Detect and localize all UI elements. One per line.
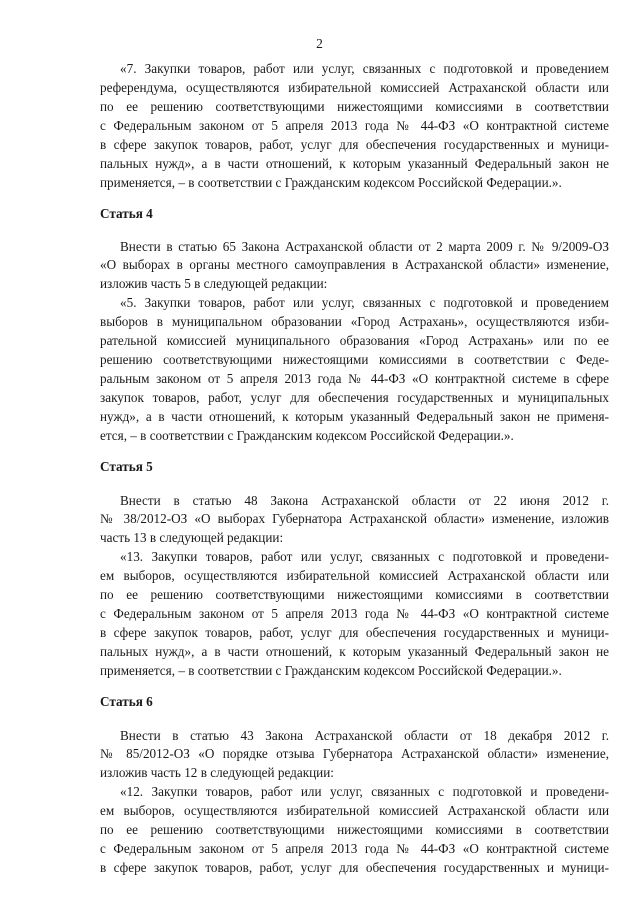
text-line: «12. Закупки товаров, работ или услуг, связанных с подготовкой и проведени- — [120, 784, 609, 799]
text-line: № 38/2012-ОЗ «О выборах Губернатора Астраханской области» изменение, изложив — [100, 511, 609, 526]
text-line: по ее решению соответствующими нижестоящими комиссиями в соответствии — [100, 822, 609, 837]
text-line: часть 13 в следующей редакции: — [100, 530, 284, 545]
text-line: «7. Закупки товаров, работ или услуг, связанных с подготовкой и проведением — [120, 61, 609, 76]
text-line: применяется, – в соответствии с Гражданским кодексом Российской Федерации.». — [100, 663, 562, 678]
text-line: ется, – в соответствии с Гражданским кодексом Российской Федерации.». — [100, 428, 514, 443]
text-line: по ее решению соответствующими нижестоящими комиссиями в соответствии — [100, 587, 609, 602]
text-line: рательной комиссией муниципального образования «Город Астрахань» или по ее — [100, 333, 609, 348]
text-line: Внести в статью 65 Закона Астраханской области от 2 марта 2009 г. № 9/2009-ОЗ — [120, 239, 609, 254]
page-number: 2 — [316, 36, 323, 51]
article-heading: Статья 4 — [100, 206, 153, 221]
text-line: ральным законом от 5 апреля 2013 года № 44-ФЗ «О контрактной системе в сфере — [100, 371, 609, 386]
text-line: с Федеральным законом от 5 апреля 2013 года № 44-ФЗ «О контрактной системе — [100, 606, 609, 621]
text-line: «О выборах в органы местного самоуправления в Астраханской области» изменение, — [100, 257, 609, 272]
text-line: применяется, – в соответствии с Гражданским кодексом Российской Федерации.». — [100, 175, 562, 190]
text-line: Внести в статью 48 Закона Астраханской области от 22 июня 2012 г. — [120, 493, 609, 508]
text-line: в сфере закупок товаров, работ, услуг для обеспечения государственных и муници- — [100, 137, 609, 152]
text-line: с Федеральным законом от 5 апреля 2013 года № 44-ФЗ «О контрактной системе — [100, 841, 609, 856]
text-line: нужд», а в части отношений, к которым указанный Федеральный закон не применя- — [100, 409, 609, 424]
text-line: Внести в статью 43 Закона Астраханской области от 18 декабря 2012 г. — [120, 728, 609, 743]
text-line: решению соответствующими нижестоящими комиссиями в соответствии с Феде- — [100, 352, 609, 367]
text-line: пальных нужд», а в части отношений, к которым указанный Федеральный закон не — [100, 156, 609, 171]
text-line: с Федеральным законом от 5 апреля 2013 года № 44-ФЗ «О контрактной системе — [100, 118, 609, 133]
text-line: пальных нужд», а в части отношений, к которым указанный Федеральный закон не — [100, 644, 609, 659]
article-heading: Статья 5 — [100, 459, 153, 474]
text-line: ем выборов, осуществляются избирательной комиссией Астраханской области или — [100, 803, 609, 818]
text-line: изложив часть 12 в следующей редакции: — [100, 765, 334, 780]
text-line: в сфере закупок товаров, работ, услуг для обеспечения государственных и муници- — [100, 625, 609, 640]
text-line: № 85/2012-ОЗ «О порядке отзыва Губернатора Астраханской области» изменение, — [100, 746, 609, 761]
text-line: по ее решению соответствующими нижестоящими комиссиями в соответствии — [100, 99, 609, 114]
text-line: в сфере закупок товаров, работ, услуг для обеспечения государственных и муници- — [100, 860, 609, 875]
text-line: закупок товаров, работ, услуг для обеспечения государственных и муниципальных — [100, 390, 609, 405]
text-line: ем выборов, осуществляются избирательной комиссией Астраханской области или — [100, 568, 609, 583]
text-line: референдума, осуществляются избирательной комиссией Астраханской области или — [100, 80, 609, 95]
text-line: «13. Закупки товаров, работ или услуг, связанных с подготовкой и проведени- — [120, 549, 609, 564]
article-heading: Статья 6 — [100, 694, 153, 709]
text-line: выборов в муниципальном образовании «Город Астрахань», осуществляются изби- — [100, 314, 609, 329]
text-line: изложив часть 5 в следующей редакции: — [100, 276, 328, 291]
text-line: «5. Закупки товаров, работ или услуг, связанных с подготовкой и проведением — [120, 295, 609, 310]
